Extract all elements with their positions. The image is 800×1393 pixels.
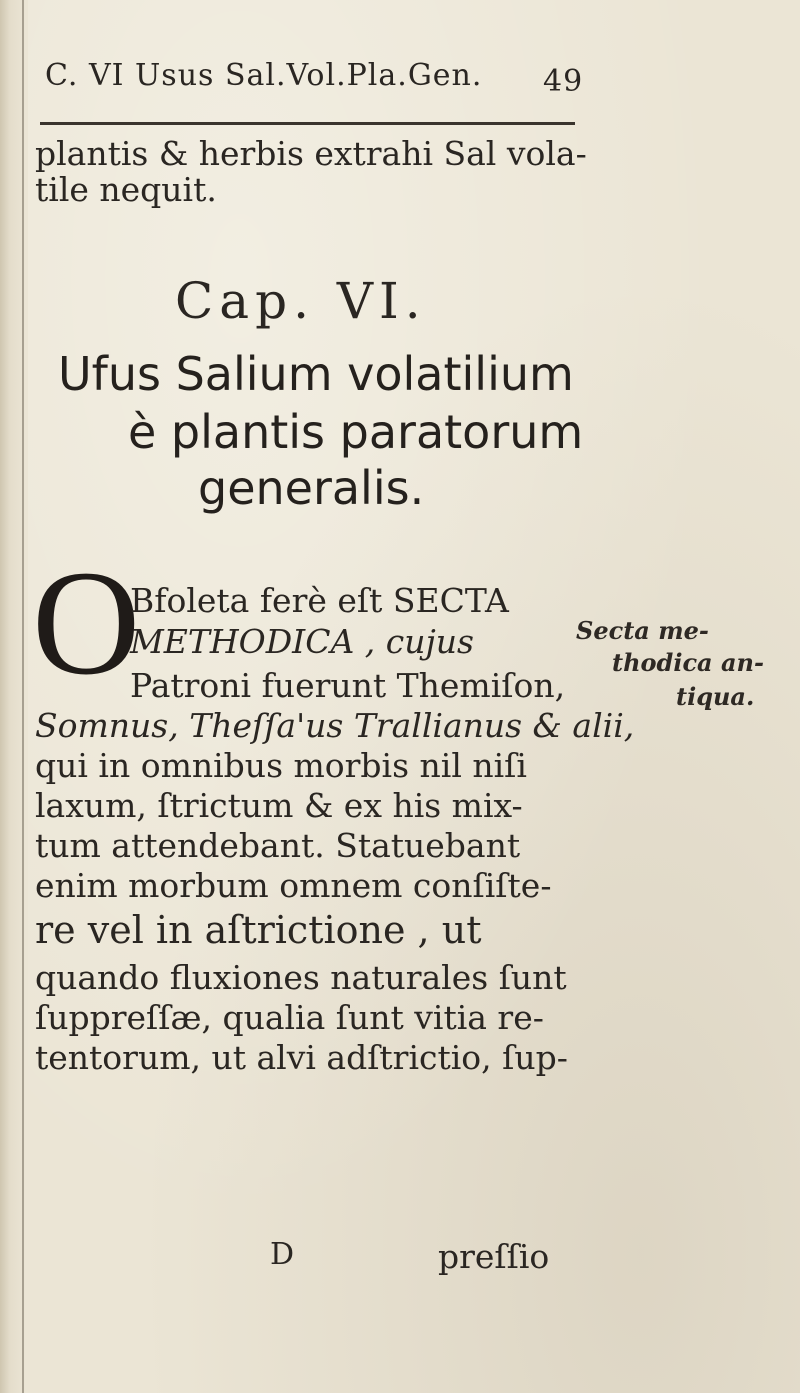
catchword: preſſio xyxy=(438,1237,550,1276)
intro-line: tile nequit. xyxy=(35,170,217,209)
chapter-title-line: Ufus Salium volatilium xyxy=(58,347,574,401)
body-line: tentorum, ut alvi adſtrictio, ſup- xyxy=(35,1038,568,1077)
body-line: quando fluxiones naturales ſunt xyxy=(35,958,567,997)
chapter-number: Cap. VI. xyxy=(175,272,427,330)
body-line: METHODICA , cujus xyxy=(130,622,474,661)
body-line: Patroni fuerunt Themiſon, xyxy=(130,666,566,705)
drop-cap: O xyxy=(32,540,141,706)
header-rule xyxy=(40,122,575,125)
margin-note-line: Secta me- xyxy=(576,616,709,645)
running-title: C. VI Usus Sal.Vol.Pla.Gen. xyxy=(45,58,483,93)
running-head xyxy=(45,58,605,108)
margin-note-line: tiqua. xyxy=(676,682,755,711)
page-number: 49 xyxy=(543,64,584,99)
signature-mark: D xyxy=(270,1237,295,1272)
body-line: ſuppreſſæ, qualia ſunt vitia re- xyxy=(35,998,544,1037)
body-line: enim morbum omnem conſiſte- xyxy=(35,866,552,905)
chapter-title-line: generalis. xyxy=(198,461,425,515)
margin-note-line: thodica an- xyxy=(612,648,764,677)
body-line: re vel in aſtrictione , ut xyxy=(35,908,482,952)
intro-line: plantis & herbis extrahi Sal vola- xyxy=(35,134,587,173)
gutter-edge xyxy=(22,0,24,1393)
body-line: Somnus, Theſſa'us Trallianus & alii, xyxy=(35,706,635,745)
chapter-title-line: è plantis paratorum xyxy=(128,405,584,459)
body-line: laxum, ſtrictum & ex his mix- xyxy=(35,786,523,825)
body-line: qui in omnibus morbis nil niſi xyxy=(35,746,527,785)
body-line: tum attendebant. Statuebant xyxy=(35,826,521,865)
body-line: Bfoleta ferè eſt SECTA xyxy=(130,581,509,620)
